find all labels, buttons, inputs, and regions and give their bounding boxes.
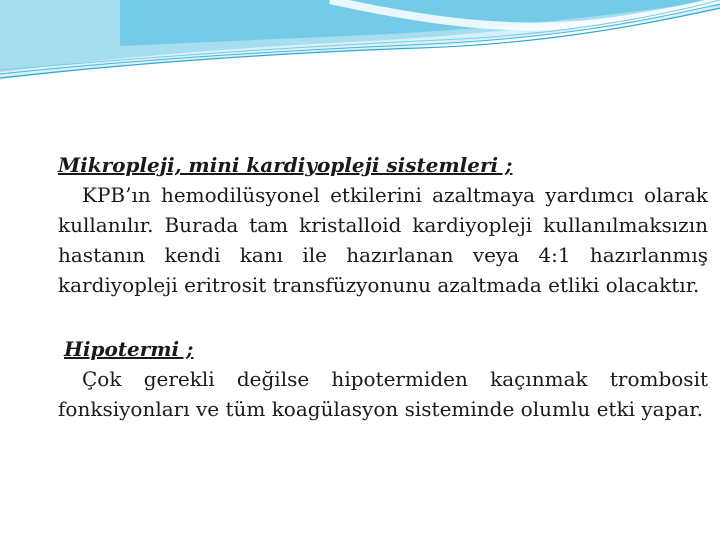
decorative-wave-header bbox=[0, 0, 720, 90]
section-body-mikropleji: KPB’ın hemodilüsyonel etkilerini azaltmaya yardımcı olarak kullanılır. Burada tam kristalloid kardiyopleji kullanılmaksızın hastanın kendi kanı ile hazırlanan veya 4:1 hazırlanmış kardiyopleji eritrosit transfüzyonunu azaltmada etliki olacaktır. bbox=[58, 183, 708, 297]
section-mikropleji bbox=[58, 150, 708, 300]
section-body-hipotermi: Çok gerekli değilse hipotermiden kaçınmak trombosit fonksiyonları ve tüm koagülasyon sisteminde olumlu etki yapar. bbox=[58, 367, 708, 421]
section-hipotermi bbox=[58, 334, 708, 424]
section-heading-mikropleji: Mikropleji, mini kardiyopleji sistemleri ; bbox=[58, 153, 513, 177]
slide-content bbox=[58, 150, 708, 424]
section-heading-hipotermi: Hipotermi ; bbox=[64, 337, 194, 361]
